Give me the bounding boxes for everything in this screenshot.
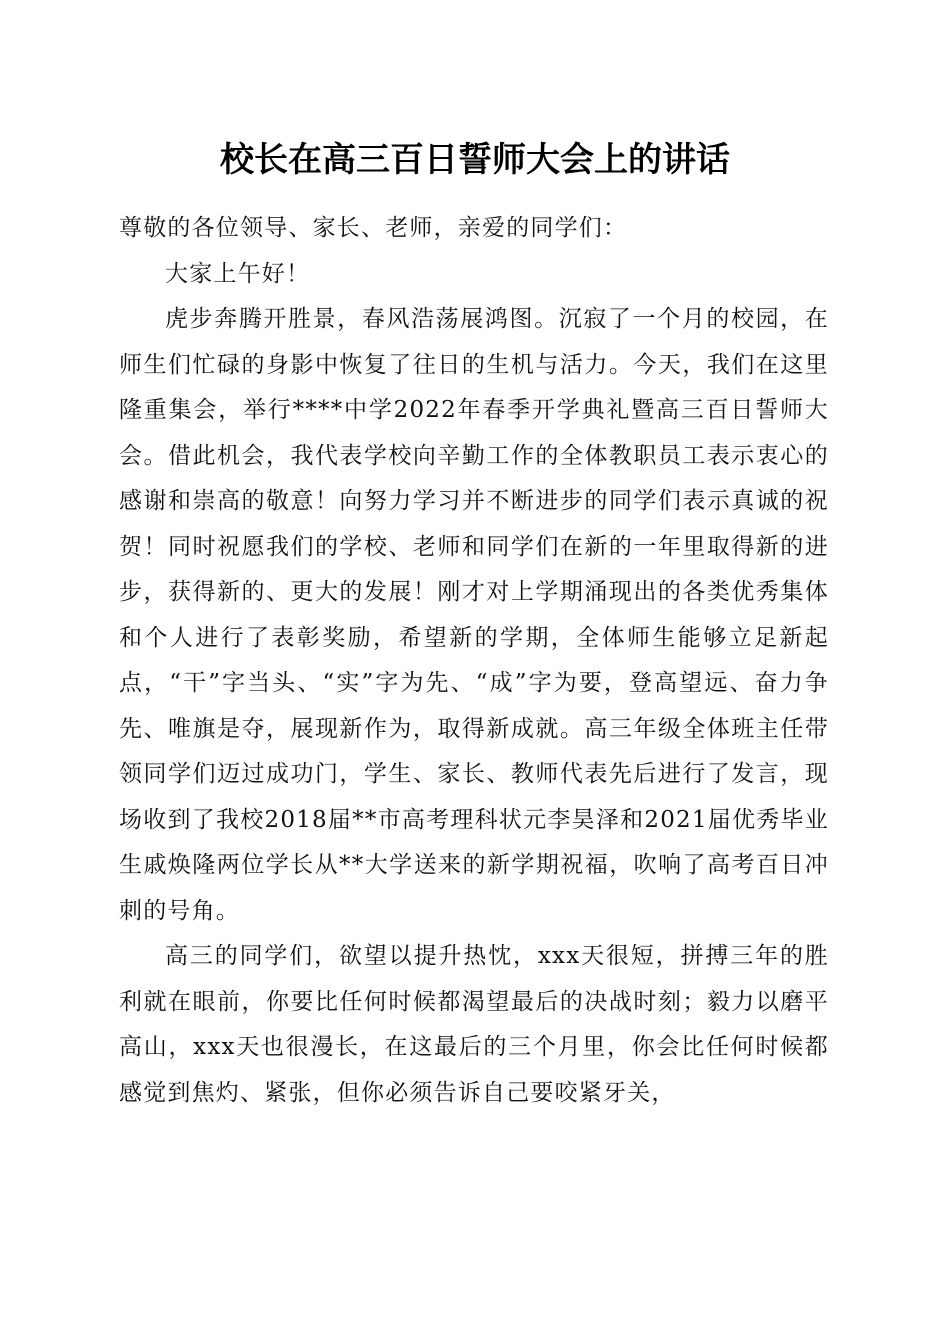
document-title: 校长在高三百日誓师大会上的讲话 [220,140,730,180]
paragraph-senior-students: 高三的同学们，欲望以提升热忱，xxx天很短，拼搏三年的胜利就在眼前，你要比任何时候都渴望最后的决战时刻；毅力以磨平高山，xxx天也很漫长，在这最后的三个月里，你会比任何时候都感觉到焦灼、紧张，但你必须告诉自己要咬紧牙关， [119,943,829,1106]
document-body [119,206,829,1116]
salutation: 尊敬的各位领导、家长、老师，亲爱的同学们： [119,215,628,241]
paragraph-opening: 虎步奔腾开胜景，春风浩荡展鸿图。沉寂了一个月的校园，在师生们忙碌的身影中恢复了往日的生机与活力。今天，我们在这里隆重集会，举行****中学2022年春季开学典礼暨高三百日誓师大会。借此机会，我代表学校向辛勤工作的全体教职员工表示衷心的感谢和崇高的敬意！向努力学习并不断进步的同学们表示真诚的祝贺！同时祝愿我们的学校、老师和同学们在新的一年里取得新的进步，获得新的、更大的发展！刚才对上学期涌现出的各类优秀集体和个人进行了表彰奖励，希望新的学期，全体师生能够立足新起点，“干”字当头、“实”字为先、“成”字为要，登高望远、奋力争先、唯旗是夺，展现新作为，取得新成就。高三年级全体班主任带领同学们迈过成功门，学生、家长、教师代表先后进行了发言，现场收到了我校2018届**市高考理科状元李昊泽和2021届优秀毕业生戚焕隆两位学长从**大学送来的新学期祝福，吹响了高考百日冲刺的号角。 [119,306,829,924]
paragraph-greeting: 大家上午好！ [165,260,311,287]
